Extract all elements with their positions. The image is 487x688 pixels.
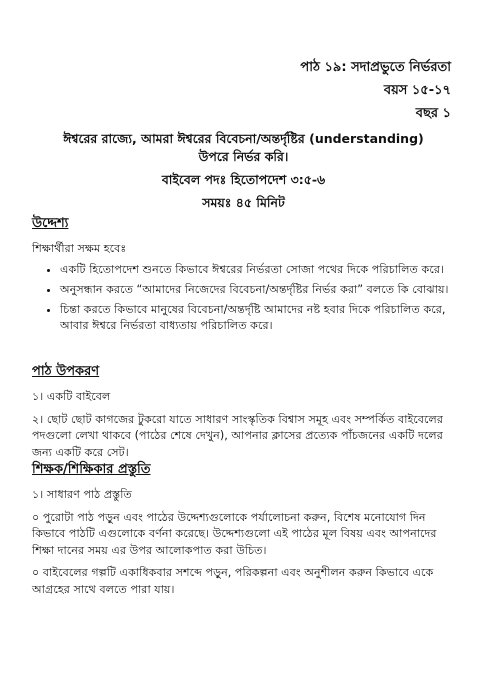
prep-paragraph-2: ০ বাইবেলের গল্পটি একাধিকবার সশব্দে পড়ুন, পরিকল্পনা এবং অনুশীলন করুন কিভাবে একে আগ্রহের সাথে বলতে পারা যায়। [32, 566, 434, 596]
lesson-title-line1: ঈশ্বরের রাজ্যে, আমরা ঈশ্বরের বিবেচনা/অন্তর্দৃষ্টির (understanding) [63, 131, 424, 146]
materials-item-2: ২। ছোট ছোট কাগজের টুকরো যাতে সাধারণ সাংস্কৃতিক বিশ্বাস সমূহ এবং সম্পর্কিত বাইবেলের পদগুলো লেখা থাকবে (পাঠের শেষে দেখুন), আপনার ক্লাসের প্রত্যেক পাঁচজনের একটি দলের জন্য একটি করে সেট। [32, 412, 443, 459]
lesson-title [20, 130, 467, 166]
age-range: বয়স ১৫-১৭ [383, 83, 451, 98]
goal-item-2: • অনুসন্ধান করতে “আমাদের নিজেদের বিবেচনা/অন্তর্দৃষ্টির নির্ভর করা” বলতে কি বোঝায়। [60, 282, 451, 298]
lesson-time: সময়ঃ ৪৫ মিনিট [202, 195, 285, 210]
materials-item-1: ১। একটি বাইবেল [32, 390, 111, 403]
bible-verse: বাইবেল পদঃ হিতোপদেশ ৩:৫-৬ [161, 172, 326, 187]
goals-intro: শিক্ষার্থীরা সক্ষম হবেঃ [32, 242, 127, 255]
lesson-number: পাঠ ১৯: সদাপ্রভুতে নির্ভরতা [300, 60, 451, 75]
goal-item-3: • চিন্তা করতে কিভাবে মানুষের বিবেচনা/অন্তর্দৃষ্টি আমাদের নষ্ট হবার দিকে পরিচালিত করে, আবার ঈশ্বরে নির্ভরতা বাধ্যতায় পরিচালিত করে। [60, 302, 451, 334]
year-label: বছর ১ [415, 106, 451, 121]
prep-section [32, 460, 451, 598]
lesson-title-line2: উপরে নির্ভর করি। [198, 149, 289, 164]
prep-paragraph-1: ০ পুরোটা পাঠ পড়ুন এবং পাঠের উদ্দেশ্যগুলোকে পর্যালোচনা করুন, বিশেষ মনোযোগ দিন কিভাবে পাঠটি এগুলোকে বর্ণনা করেছে। উদ্দেশ্যগুলো এই পাঠের মূল বিষয় এবং আপনাদের শিক্ষা দানের সময় এর উপর আলোকপাত করা উচিত। [32, 510, 437, 557]
prep-heading: শিক্ষক/শিক্ষিকার প্রস্তুতি [32, 462, 151, 477]
goals-heading: উদ্দেশ্য [32, 216, 69, 231]
materials-section [32, 362, 451, 461]
goal-item-1: • একটি হিতোপদেশ শুনতে কিভাবে ঈশ্বরের নির্ভরতা সোজা পথের দিকে পরিচালিত করে। [60, 262, 451, 278]
materials-heading: পাঠ উপকরণ [32, 364, 100, 379]
prep-item-1: ১। সাধারণ পাঠ প্রস্তুতি [32, 488, 132, 501]
goals-list [32, 262, 451, 334]
goals-section [32, 214, 451, 338]
